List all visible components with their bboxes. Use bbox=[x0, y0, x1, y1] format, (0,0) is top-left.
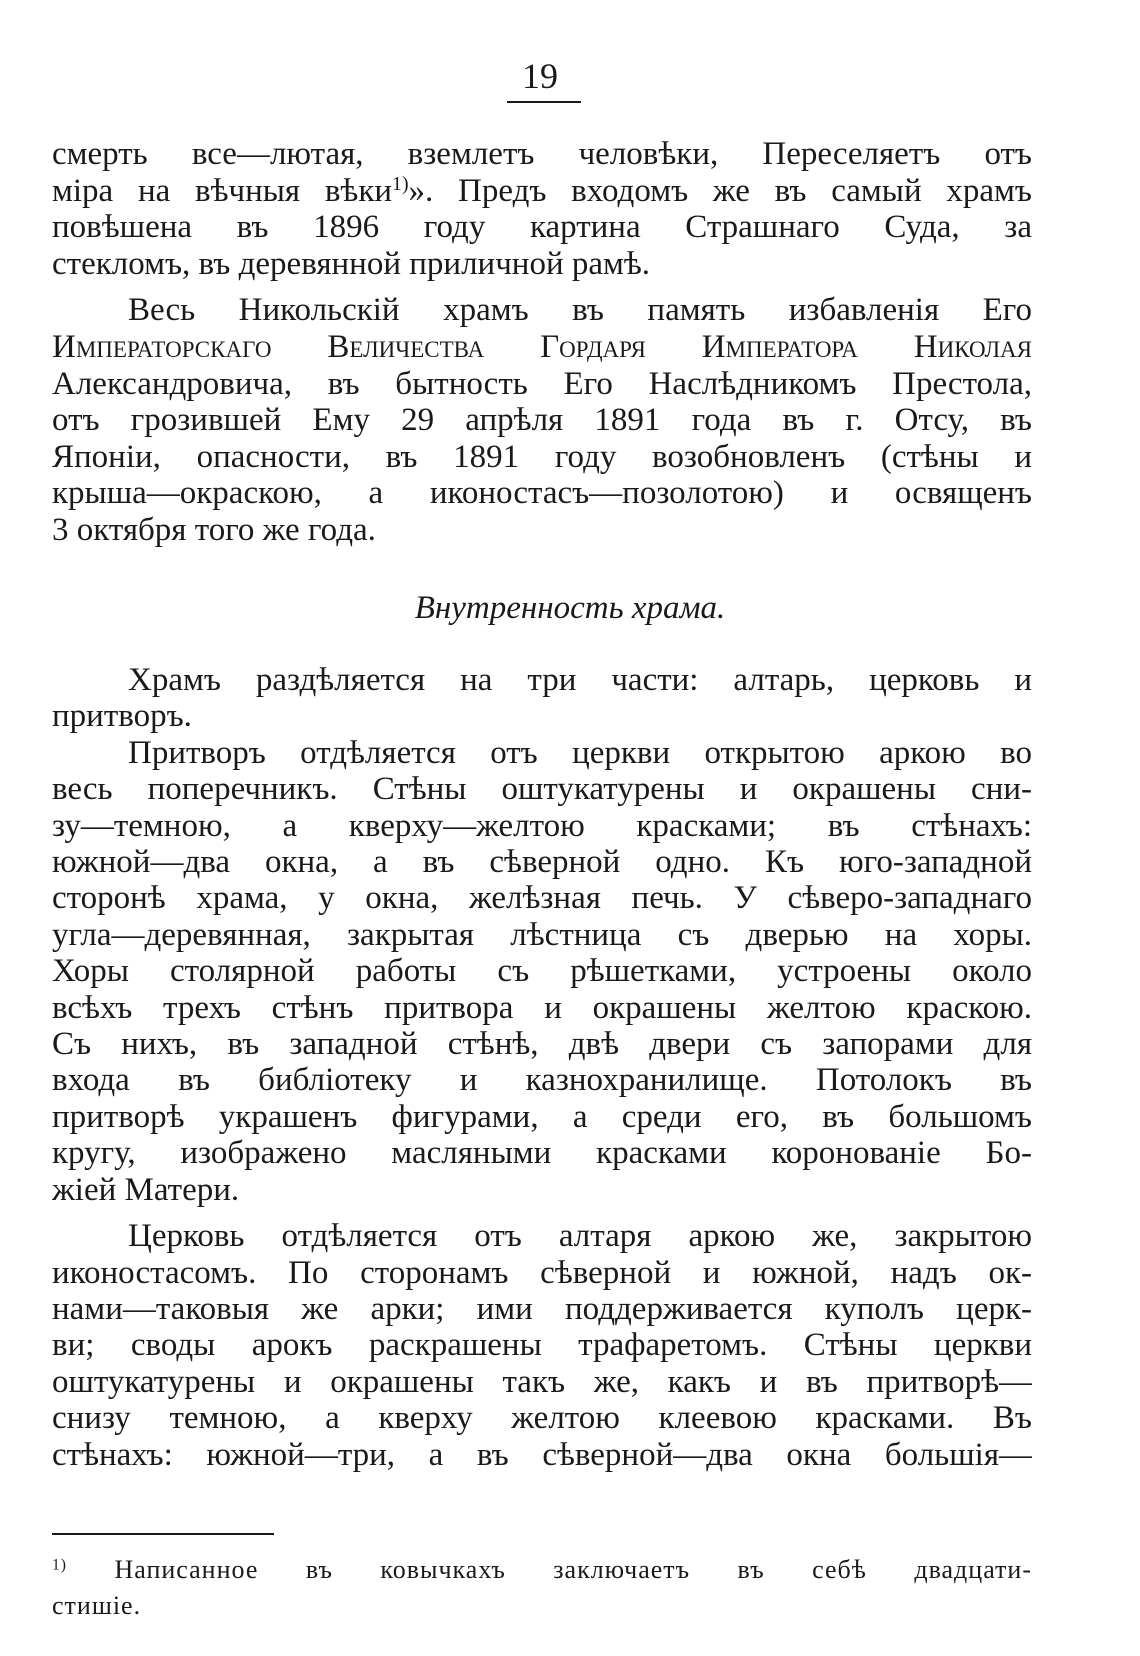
text-line: южной—два окна, а въ сѣверной одно. Къ юго-западной bbox=[52, 844, 1032, 881]
text-line: стѣнахъ: южной—три, а въ сѣверной—два окна большія— bbox=[52, 1436, 1032, 1473]
text-line: смерть все—лютая, вземлетъ человѣки, Переселяетъ отъ bbox=[52, 136, 1032, 172]
text-line: жіей Матери. bbox=[52, 1171, 240, 1208]
paragraph-4 bbox=[52, 735, 1032, 1208]
page-number-underline bbox=[507, 101, 581, 103]
body-text-upper bbox=[52, 136, 1032, 549]
text-line: стекломъ, въ деревянной приличной рамѣ. bbox=[52, 245, 651, 282]
text-line: угла—деревянная, закрытая лѣстница съ дверью на хоры. bbox=[52, 916, 1032, 953]
text-line: Японіи, опасности, въ 1891 году возобновленъ (стѣны и bbox=[52, 438, 1032, 475]
text-line: зу—темною, а кверху—желтою красками; въ стѣнахъ: bbox=[52, 807, 1032, 844]
text-line: Съ нихъ, въ западной стѣнѣ, двѣ двери съ запорами для bbox=[52, 1026, 1032, 1063]
footnote-line bbox=[52, 1552, 1032, 1588]
footnote-marker: 1) bbox=[52, 1556, 67, 1574]
text-line: иконостасомъ. По сторонамъ сѣверной и южной, надъ ок- bbox=[52, 1254, 1032, 1291]
paragraph-3 bbox=[52, 662, 1032, 735]
body-text-lower bbox=[52, 662, 1032, 1473]
text-line: 3 октября того же года. bbox=[52, 511, 376, 548]
footnote-divider bbox=[52, 1533, 274, 1535]
text-line: кругу, изображено масляными красками коронованіе Бо- bbox=[52, 1135, 1032, 1172]
text-line: притворѣ украшенъ фигурами, а среди его, въ большомъ bbox=[52, 1098, 1032, 1135]
paragraph-1 bbox=[52, 136, 1032, 282]
text-line: снизу темною, а кверху желтою клеевою красками. Въ bbox=[52, 1400, 1032, 1437]
text-fragment: Написанное въ ковычкахъ заключаетъ въ себѣ двадцати- bbox=[114, 1555, 1032, 1584]
section-heading: Внутренность храма. bbox=[414, 590, 726, 626]
paragraph-2 bbox=[52, 292, 1032, 548]
footnote bbox=[52, 1552, 1032, 1624]
text-line: крыша—окраскою, а иконостасъ—позолотою) и освященъ bbox=[52, 475, 1032, 512]
text-line: Императорскаго Величества Гордаря Императора Николая bbox=[52, 328, 1032, 365]
text-line: отъ грозившей Ему 29 апрѣля 1891 года въ г. Отсу, въ bbox=[52, 402, 1032, 439]
text-line: Александровича, въ бытность Его Наслѣдникомъ Престола, bbox=[52, 365, 1032, 402]
text-line: сторонѣ храма, у окна, желѣзная печь. У сѣверо-западнаго bbox=[52, 880, 1032, 917]
page-number: 19 bbox=[522, 56, 558, 96]
footnote-line: стишіе. bbox=[52, 1591, 142, 1620]
text-fragment: міра на вѣчныя вѣки bbox=[52, 172, 393, 209]
text-line: нами—таковыя же арки; ими поддерживается куполъ церк- bbox=[52, 1290, 1032, 1327]
text-line: весь поперечникъ. Стѣны оштукатурены и окрашены сни- bbox=[52, 771, 1032, 808]
text-fragment: ». Предъ входомъ же въ самый храмъ bbox=[408, 172, 1032, 209]
paragraph-5 bbox=[52, 1218, 1032, 1473]
text-line: ви; своды арокъ раскрашены трафаретомъ. Стѣны церкви bbox=[52, 1327, 1032, 1364]
text-line: Весь Никольскій храмъ въ память избавленія Его bbox=[128, 292, 1032, 329]
text-line bbox=[52, 173, 1032, 210]
text-line: всѣхъ трехъ стѣнъ притвора и окрашены желтою краскою. bbox=[52, 989, 1032, 1026]
text-line: входа въ библіотеку и казнохранилище. Потолокъ въ bbox=[52, 1062, 1032, 1099]
text-line: Храмъ раздѣляется на три части: алтарь, церковь и bbox=[128, 662, 1032, 698]
text-line: повѣшена въ 1896 году картина Страшнаго Суда, за bbox=[52, 209, 1032, 246]
text-line: притворъ. bbox=[52, 698, 192, 735]
text-line: оштукатурены и окрашены такъ же, какъ и въ притворѣ— bbox=[52, 1363, 1032, 1400]
text-line: Хоры столярной работы съ рѣшетками, устроены около bbox=[52, 953, 1032, 990]
text-line: Церковь отдѣляется отъ алтаря аркою же, закрытою bbox=[128, 1218, 1032, 1255]
text-line: Притворъ отдѣляется отъ церкви открытою аркою во bbox=[128, 734, 1032, 771]
footnote-reference: 1) bbox=[392, 172, 409, 195]
